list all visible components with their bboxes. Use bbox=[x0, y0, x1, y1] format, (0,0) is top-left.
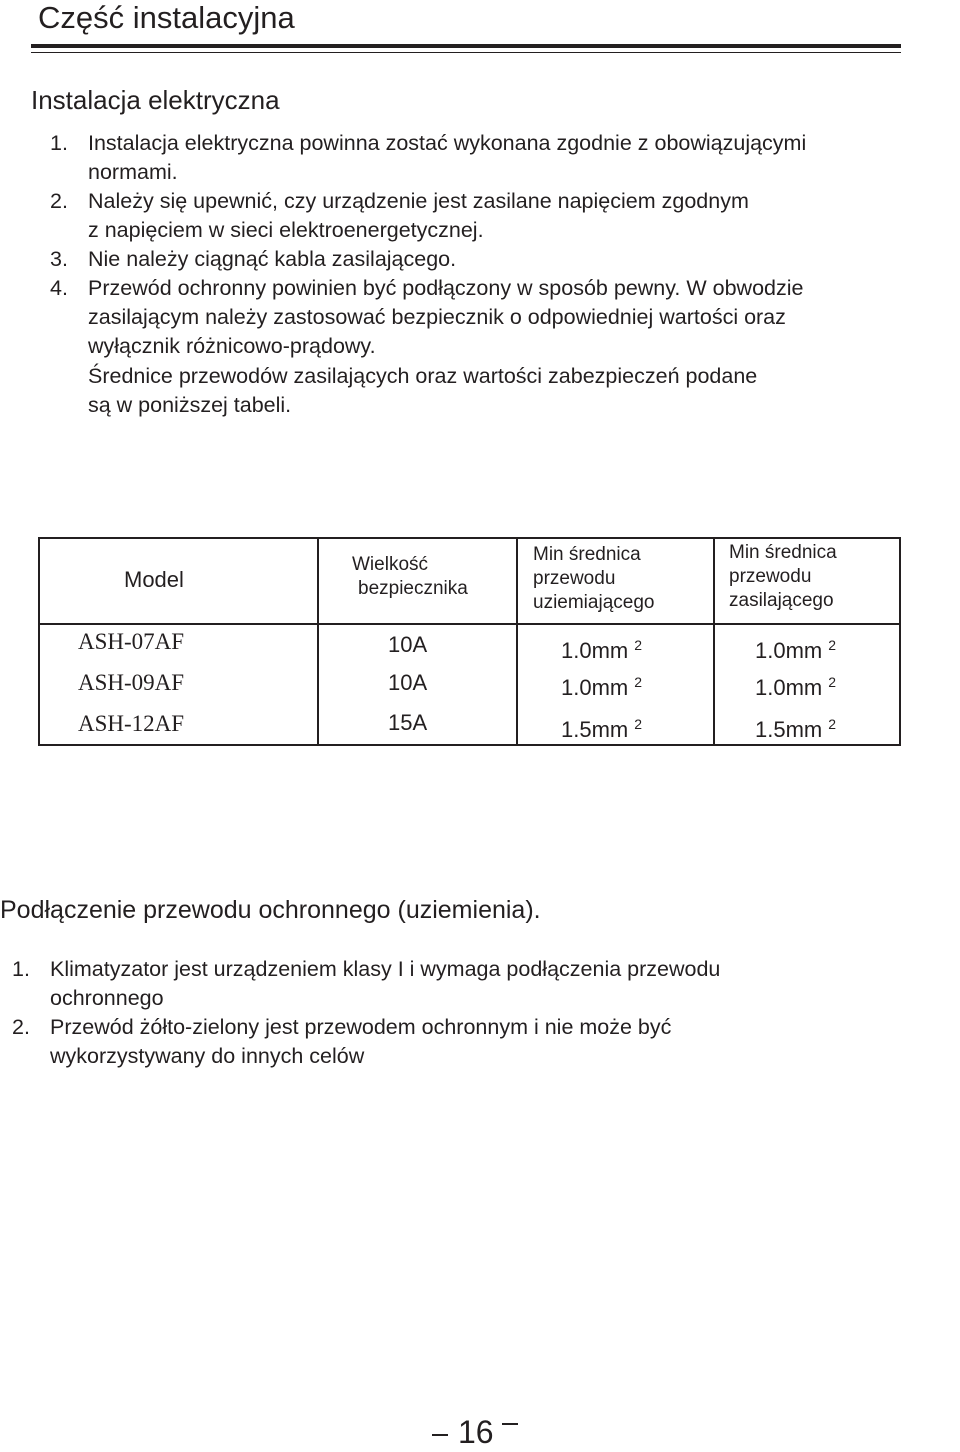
section-heading-grounding: Podłączenie przewodu ochronnego (uziemienia). bbox=[0, 896, 541, 924]
note-line: Średnice przewodów zasilających oraz wartości zabezpieczeń podane bbox=[88, 364, 758, 388]
list-item bbox=[50, 245, 950, 274]
electrical-instructions-list bbox=[50, 129, 950, 361]
list-item-line: wyłącznik różnicowo-prądowy. bbox=[88, 334, 376, 358]
header-fuse bbox=[352, 553, 468, 601]
table-cell-value: 1.0mm bbox=[561, 675, 629, 700]
header-supply-line: zasilającego bbox=[729, 590, 834, 611]
table-cell-fuse: 10A bbox=[388, 670, 428, 695]
list-item-line: Instalacja elektryczna powinna zostać wykonana zgodnie z obowiązującymi bbox=[88, 131, 807, 155]
list-item-line: Klimatyzator jest urządzeniem klasy I i wymaga podłączenia przewodu bbox=[50, 957, 721, 981]
table-cell-supply bbox=[755, 633, 836, 663]
header-fuse-line: Wielkość bbox=[352, 554, 429, 575]
unit-exponent: 2 bbox=[634, 637, 643, 653]
table-cell-model: ASH-09AF bbox=[78, 670, 185, 695]
table-cell-ground bbox=[561, 670, 642, 700]
unit-exponent: 2 bbox=[634, 716, 643, 732]
list-item bbox=[12, 955, 912, 1013]
list-item-line: zasilającym należy zastosować bezpiecznik o odpowiedniej wartości oraz bbox=[88, 305, 786, 329]
list-item-number: 2. bbox=[12, 1015, 30, 1039]
note-line: są w poniższej tabeli. bbox=[88, 393, 292, 417]
list-item-line: Należy się upewnić, czy urządzenie jest zasilane napięciem zgodnym bbox=[88, 189, 749, 213]
page-number: 16 bbox=[458, 1414, 494, 1450]
list-item-line: Przewód żółto-zielony jest przewodem ochronnym i nie może być bbox=[50, 1015, 672, 1039]
list-item-line: ochronnego bbox=[50, 986, 164, 1010]
list-item-number: 4. bbox=[50, 276, 68, 300]
table-cell-supply bbox=[755, 670, 836, 700]
list-item-line: wykorzystywany do innych celów bbox=[50, 1044, 365, 1068]
list-item-number: 2. bbox=[50, 189, 68, 213]
table-cell-value: 1.0mm bbox=[755, 675, 823, 700]
unit-exponent: 2 bbox=[634, 674, 643, 690]
page-footer bbox=[432, 1412, 518, 1452]
header-fuse-line: bezpiecznika bbox=[358, 578, 468, 599]
title-rule bbox=[31, 44, 901, 48]
header-supply-line: Min średnica bbox=[729, 542, 837, 563]
table-cell-value: 1.5mm bbox=[561, 717, 629, 742]
list-item-line: Przewód ochronny powinien być podłączony w sposób pewny. W obwodzie bbox=[88, 276, 804, 300]
table-cell-supply bbox=[755, 712, 836, 742]
table-cell-value: 1.5mm bbox=[755, 717, 823, 742]
unit-exponent: 2 bbox=[828, 674, 837, 690]
footer-dash bbox=[502, 1423, 518, 1425]
table-cell-value: 1.0mm bbox=[755, 638, 823, 663]
header-ground-line: Min średnica bbox=[533, 544, 641, 565]
list-item-number: 1. bbox=[12, 957, 30, 981]
table-divider bbox=[516, 539, 518, 744]
list-item-line: Nie należy ciągnąć kabla zasilającego. bbox=[88, 247, 457, 271]
table-header-divider bbox=[40, 623, 899, 625]
unit-exponent: 2 bbox=[828, 716, 837, 732]
table-cell-ground bbox=[561, 712, 642, 742]
table-divider bbox=[317, 539, 319, 744]
table-note bbox=[88, 362, 948, 420]
section-heading-electrical: Instalacja elektryczna bbox=[31, 85, 280, 115]
header-model: Model bbox=[124, 567, 184, 592]
list-item bbox=[50, 187, 950, 245]
title-rule-thin bbox=[31, 52, 901, 53]
unit-exponent: 2 bbox=[828, 637, 837, 653]
table-cell-value: 1.0mm bbox=[561, 638, 629, 663]
list-item-line: z napięciem w sieci elektroenergetycznej. bbox=[88, 218, 484, 242]
list-item bbox=[12, 1013, 912, 1071]
header-ground-line: uziemiającego bbox=[533, 592, 655, 613]
list-item-number: 3. bbox=[50, 247, 68, 271]
list-item bbox=[50, 129, 950, 187]
wire-spec-table bbox=[38, 537, 901, 746]
table-cell-ground bbox=[561, 633, 642, 663]
list-item bbox=[50, 274, 950, 361]
table-cell-fuse: 10A bbox=[388, 632, 428, 657]
header-supply-line: przewodu bbox=[729, 566, 812, 587]
table-cell-model: ASH-07AF bbox=[78, 629, 185, 654]
list-item-number: 1. bbox=[50, 131, 68, 155]
header-ground-wire bbox=[533, 543, 654, 615]
list-item-line: normami. bbox=[88, 160, 178, 184]
header-ground-line: przewodu bbox=[533, 568, 616, 589]
grounding-instructions-list bbox=[12, 955, 912, 1071]
table-divider bbox=[713, 539, 715, 744]
footer-dash bbox=[432, 1434, 448, 1436]
header-supply-wire bbox=[729, 541, 837, 613]
table-cell-fuse: 15A bbox=[388, 710, 428, 735]
page-title: Część instalacyjna bbox=[38, 0, 295, 35]
table-cell-model: ASH-12AF bbox=[78, 711, 185, 736]
